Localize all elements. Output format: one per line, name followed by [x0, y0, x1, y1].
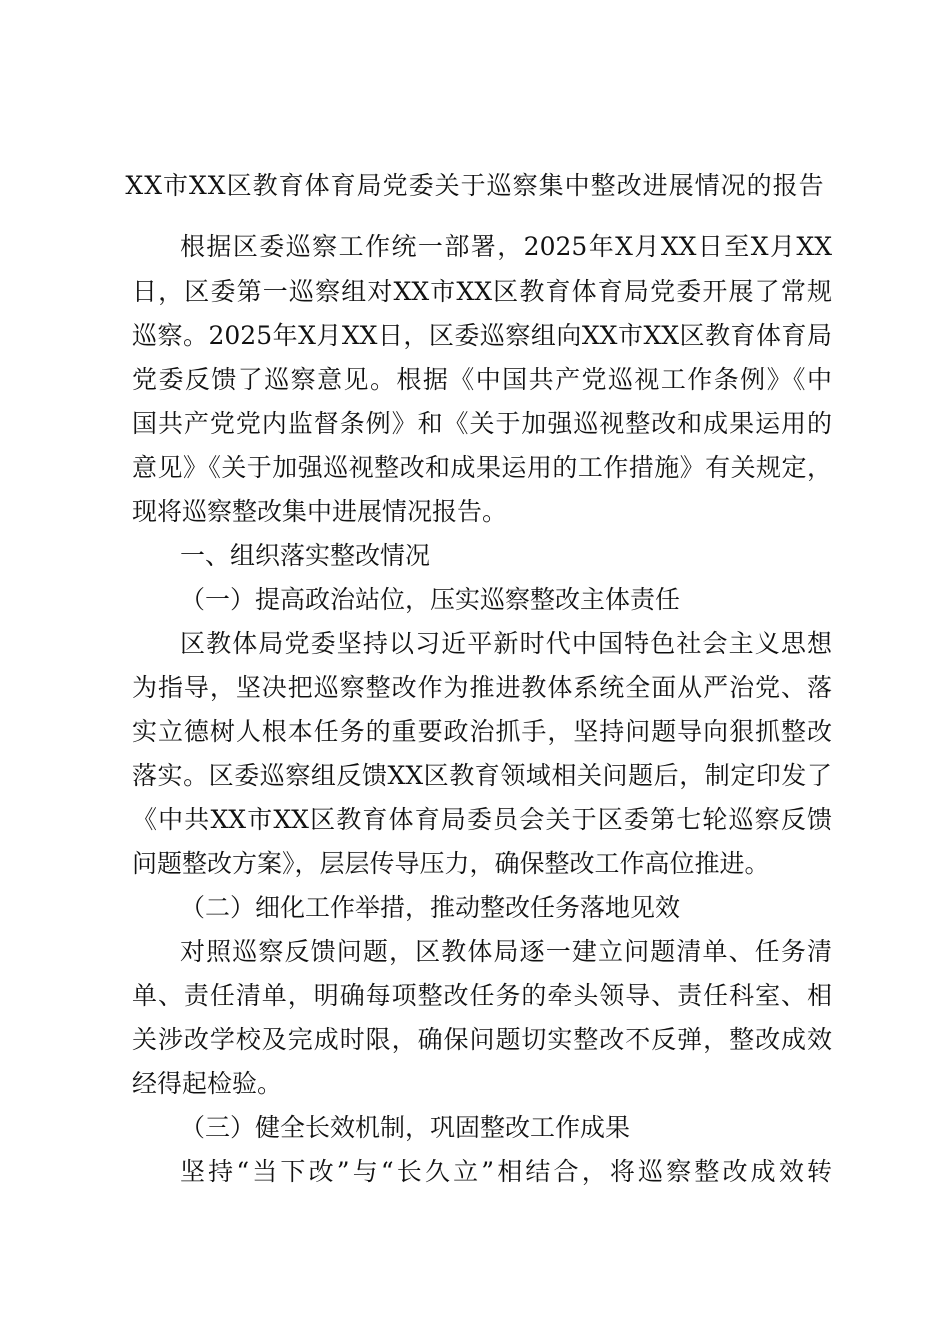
body-line: 落实。区委巡察组反馈XX区教育领域相关问题后，制定印发了	[132, 761, 832, 790]
body-line: 实立德树人根本任务的重要政治抓手，坚持问题导向狠抓整改	[132, 717, 832, 746]
body-line: 经得起检验。	[132, 1069, 283, 1098]
body-line: 根据区委巡察工作统一部署，2025年X月XX日至X月XX	[180, 232, 832, 261]
body-line: 为指导，坚决把巡察整改作为推进教体系统全面从严治党、落	[132, 673, 832, 702]
body-line: 现将巡察整改集中进展情况报告。	[132, 497, 508, 526]
body-line: 区教体局党委坚持以习近平新时代中国特色社会主义思想	[180, 629, 832, 658]
subsection-heading: （三）健全长效机制，巩固整改工作成果	[180, 1113, 631, 1142]
body-line: 《中共XX市XX区教育体育局委员会关于区委第七轮巡察反馈	[132, 805, 832, 834]
body-line: 意见》《关于加强巡视整改和成果运用的工作措施》有关规定，	[132, 453, 832, 482]
body-line: 坚持“当下改”与“长久立”相结合，将巡察整改成效转	[180, 1157, 832, 1186]
body-line: 单、责任清单，明确每项整改任务的牵头领导、责任科室、相	[132, 981, 832, 1010]
subsection-heading: （二）细化工作举措，推动整改任务落地见效	[180, 893, 681, 922]
body-line: 国共产党党内监督条例》和《关于加强巡视整改和成果运用的	[132, 409, 832, 438]
body-line: 日，区委第一巡察组对XX市XX区教育体育局党委开展了常规	[132, 277, 832, 306]
body-line: 关涉改学校及完成时限，确保问题切实整改不反弹，整改成效	[132, 1025, 832, 1054]
body-line: 党委反馈了巡察意见。根据《中国共产党巡视工作条例》《中	[132, 365, 832, 394]
subsection-heading: （一）提高政治站位，压实巡察整改主体责任	[180, 585, 681, 614]
body-line: 巡察。2025年X月XX日，区委巡察组向XX市XX区教育体育局	[132, 321, 832, 350]
section-heading: 一、组织落实整改情况	[180, 541, 431, 570]
body-line: 对照巡察反馈问题，区教体局逐一建立问题清单、任务清	[180, 937, 832, 966]
body-line: 问题整改方案》，层层传导压力，确保整改工作高位推进。	[132, 849, 770, 878]
document-title: XX市XX区教育体育局党委关于巡察集中整改进展情况的报告	[125, 171, 825, 200]
